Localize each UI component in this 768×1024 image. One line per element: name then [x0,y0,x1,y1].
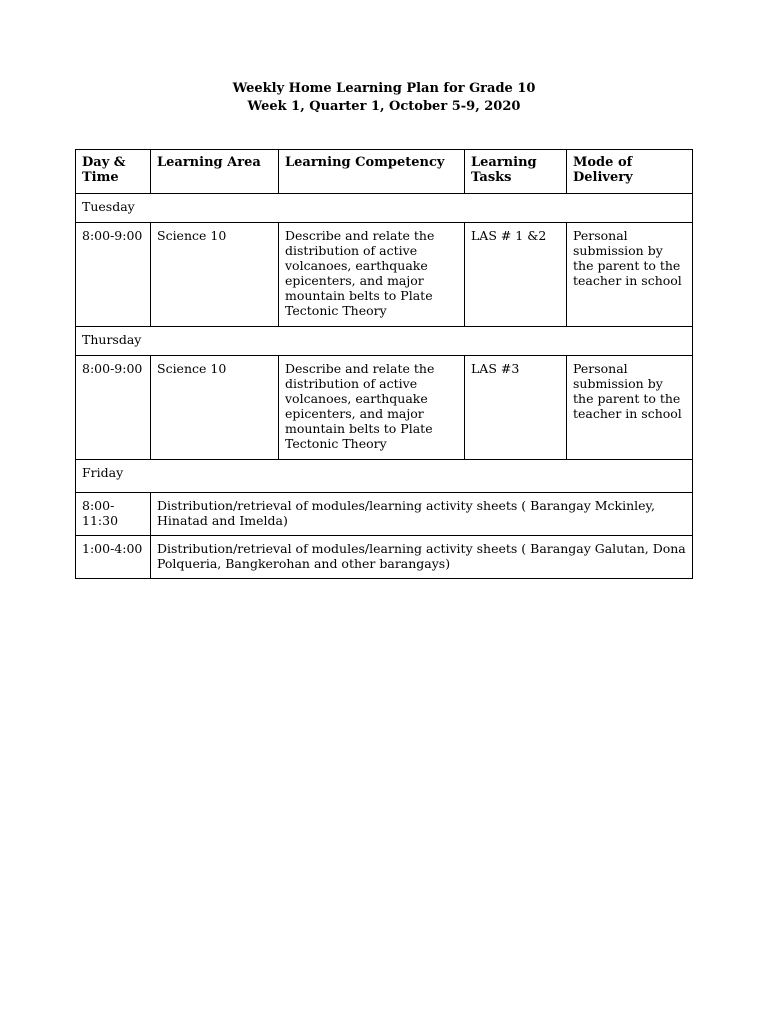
table-row-friday-afternoon [76,536,693,579]
cell-activity: Distribution/retrieval of modules/learning activity sheets ( Barangay Galutan, Dona Polqueria, Bangkerohan and other barangays) [151,536,693,579]
header-day-time: Day & Time [76,150,151,194]
header-learning-competency: Learning Competency [279,150,465,194]
learning-plan-table [75,149,693,579]
day-label-thursday: Thursday [76,327,693,356]
day-label-friday: Friday [76,460,693,493]
cell-learning-competency: Describe and relate the distribution of active volcanoes, earthquake epicenters, and major mountain belts to Plate Tectonic Theory [279,223,465,327]
table-row-friday-morning [76,493,693,536]
title-line-2: Week 1, Quarter 1, October 5-9, 2020 [247,99,521,114]
cell-learning-tasks: LAS #3 [465,356,567,460]
table-row-thursday [76,356,693,460]
table-row-tuesday [76,223,693,327]
day-row-thursday [76,327,693,356]
cell-learning-competency: Describe and relate the distribution of active volcanoes, earthquake epicenters, and major mountain belts to Plate Tectonic Theory [279,356,465,460]
cell-time: 1:00-4:00 [76,536,151,579]
day-label-tuesday: Tuesday [76,194,693,223]
cell-time: 8:00-9:00 [76,223,151,327]
cell-mode-of-delivery: Personal submission by the parent to the teacher in school [567,356,693,460]
header-mode-of-delivery: Mode of Delivery [567,150,693,194]
cell-time: 8:00-9:00 [76,356,151,460]
cell-mode-of-delivery: Personal submission by the parent to the teacher in school [567,223,693,327]
cell-time: 8:00-11:30 [76,493,151,536]
cell-learning-area: Science 10 [151,356,279,460]
title-line-1: Weekly Home Learning Plan for Grade 10 [232,81,536,96]
header-row [76,150,693,194]
header-learning-tasks: Learning Tasks [465,150,567,194]
document-title [0,80,768,116]
header-learning-area: Learning Area [151,150,279,194]
day-row-friday [76,460,693,493]
cell-activity: Distribution/retrieval of modules/learning activity sheets ( Barangay Mckinley, Hinatad and Imelda) [151,493,693,536]
day-row-tuesday [76,194,693,223]
cell-learning-area: Science 10 [151,223,279,327]
cell-learning-tasks: LAS # 1 &2 [465,223,567,327]
